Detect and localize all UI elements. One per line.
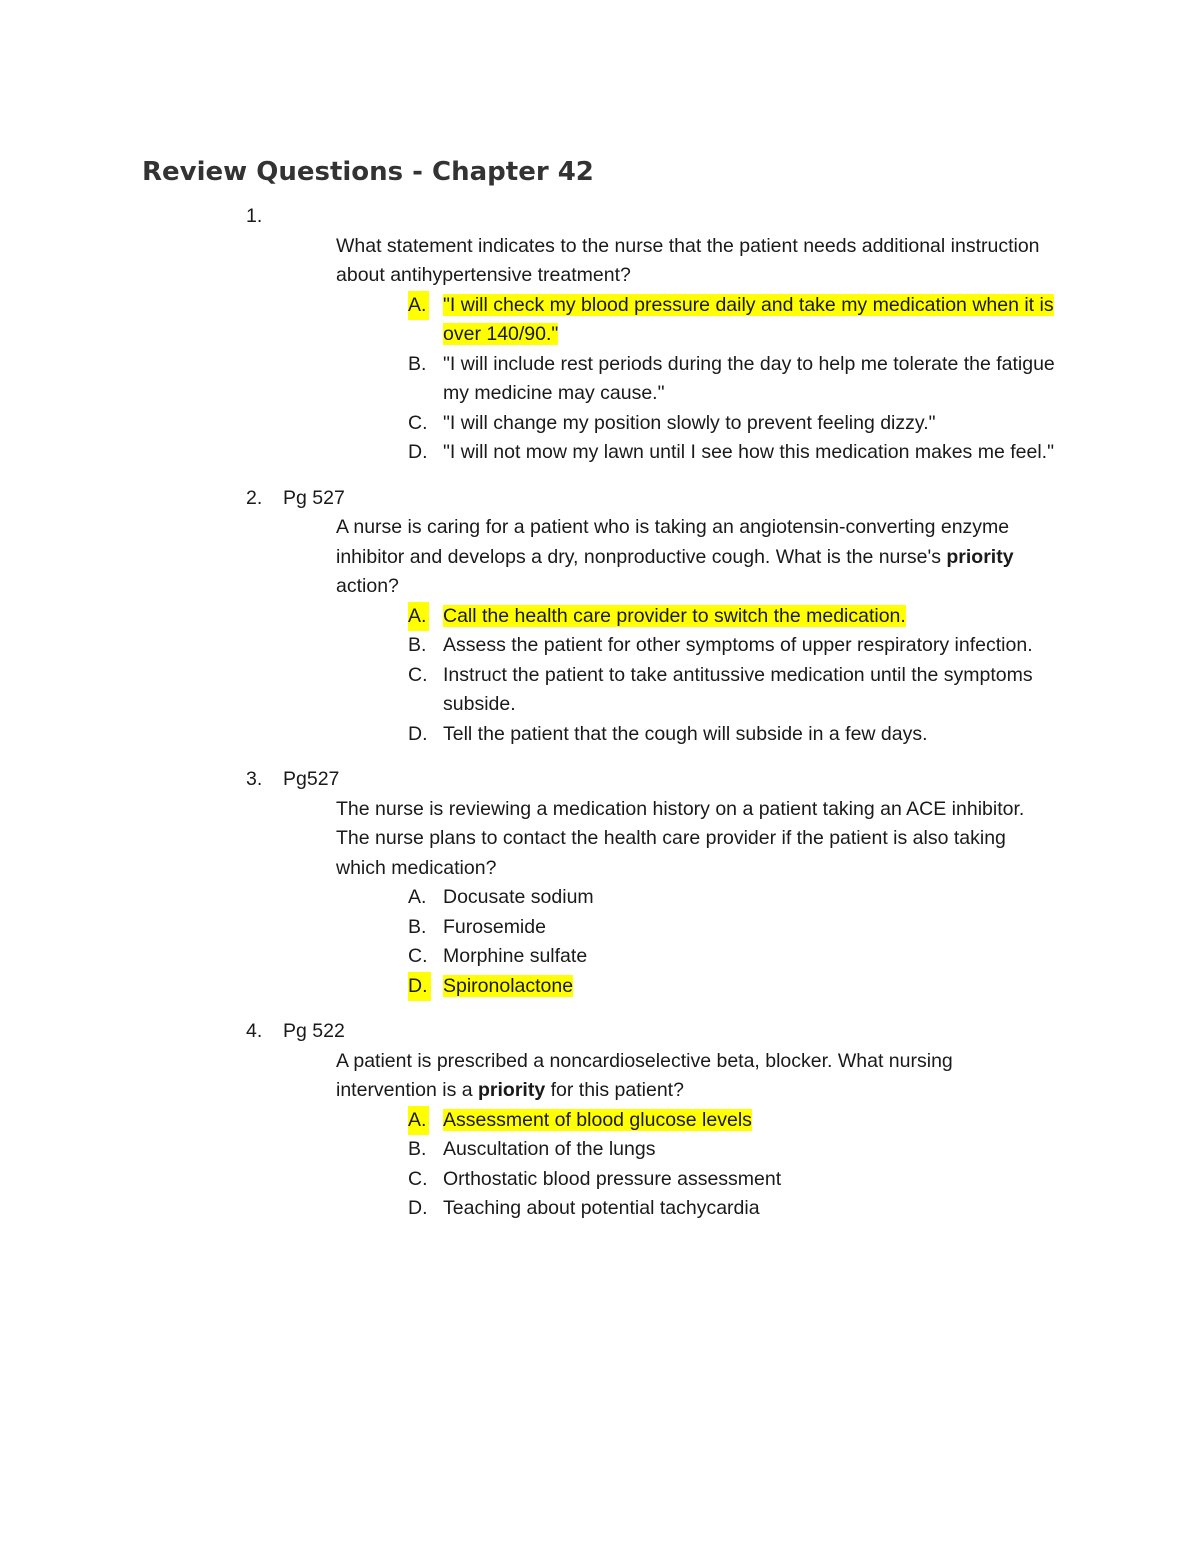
answer-option-b [408,631,1063,661]
option-text: Morphine sulfate [443,945,588,967]
question-stem [336,1047,1056,1106]
spacer [0,749,1200,765]
answer-option-d [408,720,1063,750]
answer-option-c [408,1165,1063,1195]
option-letter: D. [408,441,428,463]
answer-option-c [408,661,1063,720]
option-letter: B. [408,352,427,375]
answer-option-a [408,883,1063,913]
stem-text: A patient is prescribed a noncardioselective beta, blocker. What nursing intervention is a [336,1049,953,1101]
question-number: 2. [246,486,263,509]
option-text: Teaching about potential tachycardia [443,1197,760,1219]
page-title: Review Questions - Chapter 42 [142,157,594,187]
option-text: Auscultation of the lungs [443,1138,656,1160]
question-header [0,484,1200,514]
stem-text: The nurse is reviewing a medication history on a patient taking an ACE inhibitor. The nurse plans to contact the health care provider if the patient is also taking which medication? [336,797,1025,879]
answer-option-c [408,942,1063,972]
option-letter: C. [408,411,428,434]
option-letter: A. [408,291,429,321]
option-letter: D. [408,972,431,1002]
stem-text-end: for this patient? [545,1079,684,1101]
option-text: Instruct the patient to take antitussive medication until the symptoms subside. [443,663,1033,715]
option-text: Assess the patient for other symptoms of upper respiratory infection. [443,634,1033,656]
page-reference: Pg 527 [283,486,345,509]
option-text: Call the health care provider to switch the medication. [443,604,906,627]
option-text: Assessment of blood glucose levels [443,1108,752,1131]
answer-option-d [408,438,1063,468]
stem-text-end: action? [336,575,399,597]
option-text: "I will include rest periods during the day to help me tolerate the fatigue my medicine may cause." [443,352,1055,404]
answer-option-b [408,1135,1063,1165]
stem-text: What statement indicates to the nurse that the patient needs additional instruction about antihypertensive treatment? [336,234,1040,286]
question-stem [336,232,1056,291]
spacer [0,1001,1200,1017]
question-header [0,1017,1200,1047]
option-text: Furosemide [443,915,546,938]
answer-options [0,291,1200,468]
question-1 [0,202,1200,468]
answer-option-b [408,913,1063,943]
option-letter: C. [408,945,428,967]
option-text: Orthostatic blood pressure assessment [443,1167,782,1190]
option-letter: A. [408,602,429,632]
answer-option-a [408,1106,1063,1136]
answer-option-a [408,291,1063,350]
page-reference: Pg 522 [283,1020,345,1042]
option-letter: C. [408,1167,428,1190]
option-text: Spironolactone [443,974,574,997]
option-letter: D. [408,1197,428,1219]
option-text: Tell the patient that the cough will subside in a few days. [443,722,928,745]
option-letter: B. [408,1138,427,1160]
answer-option-d [408,1194,1063,1224]
question-number: 4. [246,1020,263,1042]
answer-option-b [408,350,1063,409]
answer-options [0,883,1200,1001]
question-list [0,202,1200,1224]
option-letter: C. [408,663,428,686]
option-letter: A. [408,1106,429,1136]
stem-emphasis: priority [478,1079,546,1101]
option-text: "I will not mow my lawn until I see how this medication makes me feel." [443,441,1054,463]
spacer [0,468,1200,484]
option-text: "I will check my blood pressure daily and take my medication when it is over 140/90." [443,293,1054,345]
option-letter: B. [408,915,427,938]
question-stem [336,795,1056,884]
option-letter: A. [408,886,427,908]
page-reference: Pg527 [283,768,340,790]
question-3 [0,765,1200,1001]
question-2 [0,484,1200,750]
answer-option-d [408,972,1063,1002]
question-header [0,765,1200,795]
option-text: Docusate sodium [443,886,594,908]
stem-emphasis: priority [946,545,1014,568]
option-text: "I will change my position slowly to prevent feeling dizzy." [443,411,936,434]
question-stem [336,513,1056,602]
option-letter: D. [408,722,428,745]
answer-option-c [408,409,1063,439]
option-letter: B. [408,634,427,656]
answer-option-a [408,602,1063,632]
stem-text: A nurse is caring for a patient who is taking an angiotensin-converting enzyme inhibitor and develops a dry, nonproductive cough. What is the nurse's [336,516,1010,568]
question-header [0,202,1200,232]
question-4 [0,1017,1200,1224]
answer-options [0,602,1200,750]
answer-options [0,1106,1200,1224]
question-number: 3. [246,768,263,790]
question-number: 1. [246,205,263,227]
